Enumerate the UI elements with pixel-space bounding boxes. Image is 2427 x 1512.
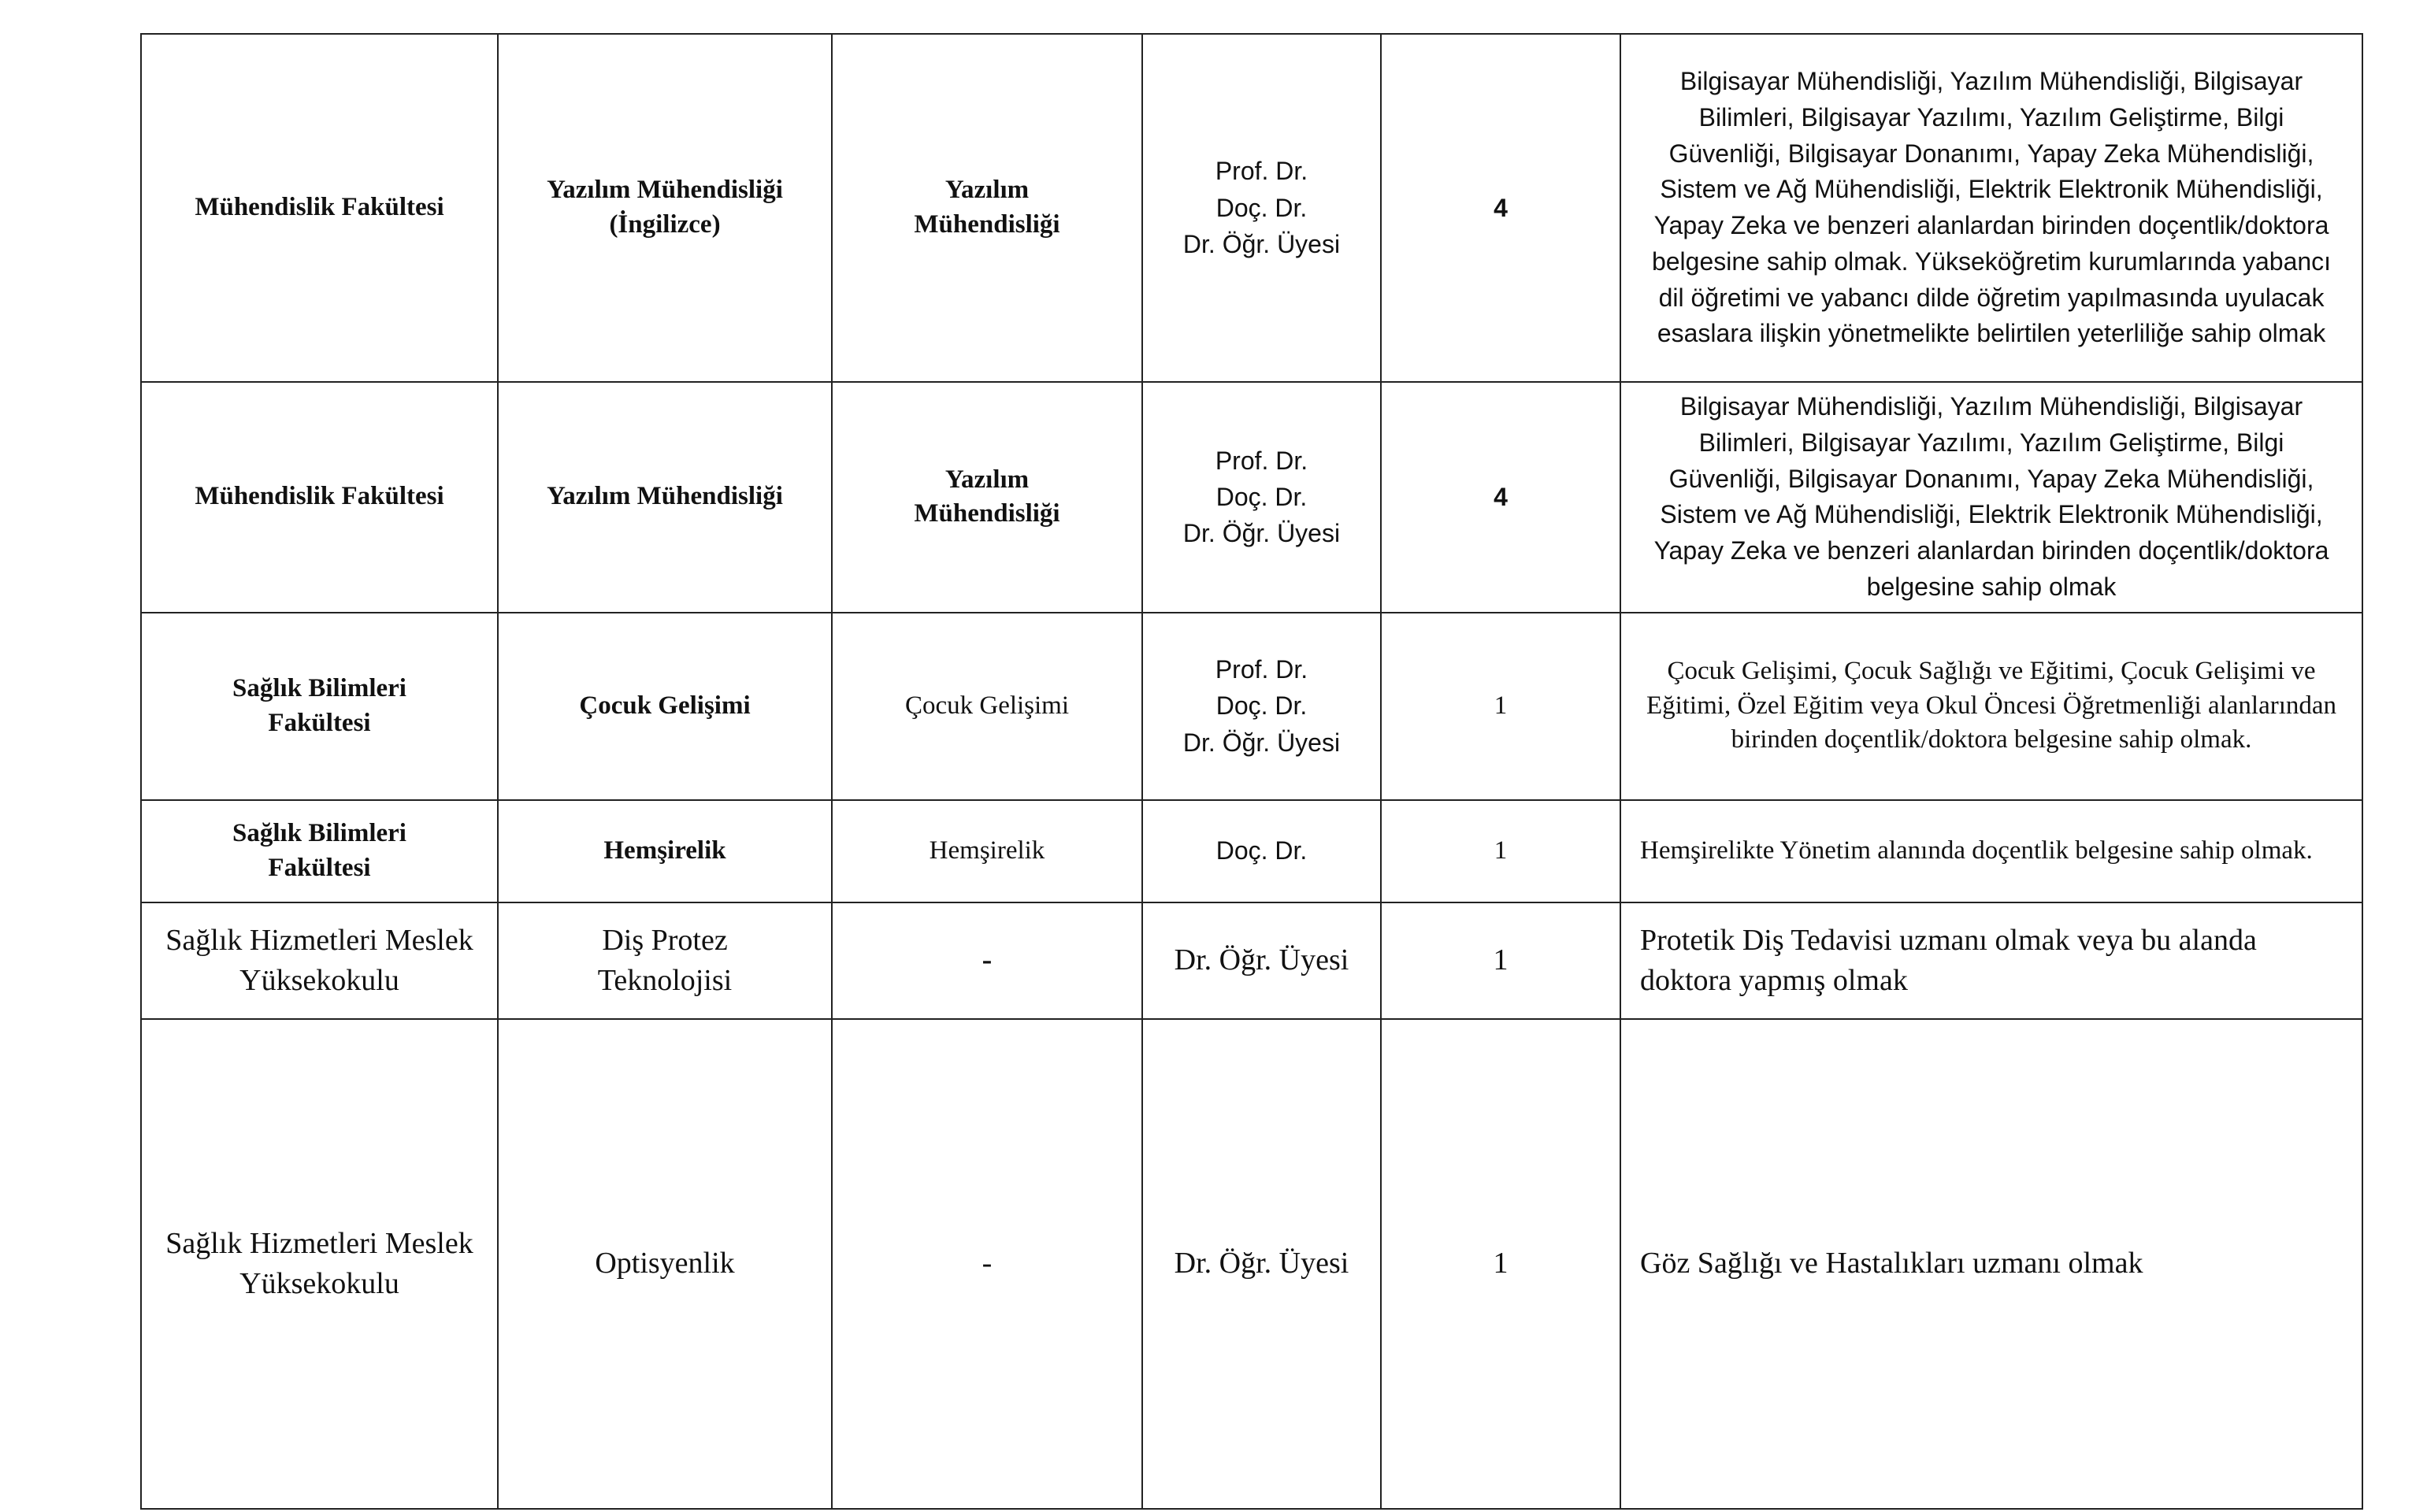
count-cell bbox=[1381, 800, 1620, 902]
faculty-label: Mühendislik Fakültesi bbox=[195, 193, 444, 222]
program-label: Yazılım Mühendisliği bbox=[914, 465, 1060, 528]
count-value: 4 bbox=[1494, 193, 1508, 222]
department-label: Hemşirelik bbox=[603, 836, 726, 865]
department-label: Çocuk Gelişimi bbox=[579, 691, 751, 720]
department-label: Diş Protez Teknolojisi bbox=[597, 924, 733, 997]
count-cell bbox=[1381, 382, 1620, 613]
faculty-cell bbox=[141, 382, 498, 613]
title-label: Doç. Dr. bbox=[1215, 691, 1308, 721]
faculty-label: Sağlık Bilimleri Fakültesi bbox=[232, 818, 406, 882]
table-row bbox=[141, 613, 2362, 800]
title-label: Prof. Dr. bbox=[1215, 446, 1308, 475]
title-label: Dr. Öğr. Üyesi bbox=[1182, 519, 1341, 548]
count-cell bbox=[1381, 613, 1620, 800]
department-cell bbox=[498, 613, 832, 800]
requirements-cell bbox=[1620, 613, 2362, 800]
department-cell bbox=[498, 800, 832, 902]
count-cell bbox=[1381, 902, 1620, 1019]
titles-cell bbox=[1142, 800, 1381, 902]
department-label: Optisyenlik bbox=[595, 1247, 735, 1280]
title-label: Doç. Dr. bbox=[1215, 483, 1308, 512]
faculty-cell bbox=[141, 34, 498, 382]
requirements-text: Bilgisayar Mühendisliği, Yazılım Mühendisliği, Bilgisayar Bilimleri, Bilgisayar Yazılımı, Yazılım Geliştirme, Bilgi Güvenliği, Bilgisayar Donanımı, Yapay Zeka Mühendisliği, Sistem ve Ağ Mühendisliği, Elektrik Elektronik Mühendisliği, Yapay Zeka ve benzeri alanlardan birinden doçentlik/doktora belgesine sahip olmak bbox=[1653, 392, 2329, 601]
title-label: Dr. Öğr. Üyesi bbox=[1174, 1247, 1349, 1280]
table-row bbox=[141, 382, 2362, 613]
requirements-text: Göz Sağlığı ve Hastalıkları uzmanı olmak bbox=[1640, 1247, 2143, 1280]
program-cell bbox=[832, 800, 1142, 902]
table-row bbox=[141, 1019, 2362, 1509]
faculty-cell bbox=[141, 1019, 498, 1509]
count-cell bbox=[1381, 34, 1620, 382]
faculty-label: Mühendislik Fakültesi bbox=[195, 482, 444, 511]
program-cell bbox=[832, 902, 1142, 1019]
department-label: Yazılım Mühendisliği bbox=[547, 482, 783, 511]
requirements-text: Çocuk Gelişimi, Çocuk Sağlığı ve Eğitimi, Çocuk Gelişimi ve Eğitimi, Özel Eğitim veya Okul Öncesi Öğretmenliği alanlarından birinden doçentlik/doktora belgesine sahip olmak. bbox=[1646, 657, 2337, 754]
requirements-cell bbox=[1620, 34, 2362, 382]
department-cell bbox=[498, 1019, 832, 1509]
requirements-text: Bilgisayar Mühendisliği, Yazılım Mühendisliği, Bilgisayar Bilimleri, Bilgisayar Yazılımı, Yazılım Geliştirme, Bilgi Güvenliği, Bilgisayar Donanımı, Yapay Zeka Mühendisliği, Sistem ve Ağ Mühendisliği, Elektrik Elektronik Mühendisliği, Yapay Zeka ve benzeri alanlardan birinden doçentlik/doktora belgesine sahip olmak. Yükseköğretim kurumlarında yabancı dil öğretimi ve yabancı dilde öğretim yapılmasında uyulacak esaslara ilişkin yönetmelikte belirtilen yeterliliğe sahip olmak bbox=[1651, 67, 2332, 348]
count-value: 1 bbox=[1494, 836, 1508, 865]
faculty-cell bbox=[141, 613, 498, 800]
department-cell bbox=[498, 382, 832, 613]
title-label: Doç. Dr. bbox=[1215, 193, 1308, 222]
requirements-cell bbox=[1620, 902, 2362, 1019]
title-label: Dr. Öğr. Üyesi bbox=[1182, 728, 1341, 757]
count-value: 1 bbox=[1493, 943, 1509, 977]
titles-cell bbox=[1142, 613, 1381, 800]
title-label: Dr. Öğr. Üyesi bbox=[1182, 230, 1341, 259]
titles-cell bbox=[1142, 34, 1381, 382]
faculty-label: Sağlık Bilimleri Fakültesi bbox=[232, 673, 406, 737]
requirements-text: Hemşirelikte Yönetim alanında doçentlik belgesine sahip olmak. bbox=[1640, 836, 2313, 865]
positions-table bbox=[140, 33, 2363, 1510]
count-cell bbox=[1381, 1019, 1620, 1509]
requirements-cell bbox=[1620, 1019, 2362, 1509]
requirements-cell bbox=[1620, 382, 2362, 613]
program-cell bbox=[832, 382, 1142, 613]
title-label: Prof. Dr. bbox=[1215, 157, 1308, 186]
department-cell bbox=[498, 34, 832, 382]
program-label: - bbox=[982, 943, 993, 977]
department-cell bbox=[498, 902, 832, 1019]
faculty-cell bbox=[141, 902, 498, 1019]
faculty-cell bbox=[141, 800, 498, 902]
title-label: Doç. Dr. bbox=[1215, 836, 1308, 865]
program-label: Yazılım Mühendisliği bbox=[914, 176, 1060, 239]
table-row bbox=[141, 34, 2362, 382]
program-cell bbox=[832, 613, 1142, 800]
faculty-label: Sağlık Hizmetleri Meslek Yüksekokulu bbox=[165, 1227, 473, 1300]
program-label: - bbox=[982, 1247, 993, 1280]
titles-cell bbox=[1142, 902, 1381, 1019]
titles-cell bbox=[1142, 1019, 1381, 1509]
requirements-text: Protetik Diş Tedavisi uzmanı olmak veya bu alanda doktora yapmış olmak bbox=[1640, 924, 2257, 997]
title-label: Dr. Öğr. Üyesi bbox=[1174, 943, 1349, 977]
count-value: 1 bbox=[1494, 691, 1508, 720]
table-row bbox=[141, 902, 2362, 1019]
title-label: Prof. Dr. bbox=[1215, 654, 1308, 684]
requirements-cell bbox=[1620, 800, 2362, 902]
program-cell bbox=[832, 34, 1142, 382]
count-value: 4 bbox=[1494, 483, 1508, 512]
program-cell bbox=[832, 1019, 1142, 1509]
count-value: 1 bbox=[1493, 1247, 1509, 1280]
program-label: Çocuk Gelişimi bbox=[904, 691, 1070, 720]
faculty-label: Sağlık Hizmetleri Meslek Yüksekokulu bbox=[165, 924, 473, 997]
program-label: Hemşirelik bbox=[929, 836, 1045, 865]
department-label: Yazılım Mühendisliği (İngilizce) bbox=[547, 176, 783, 239]
titles-cell bbox=[1142, 382, 1381, 613]
table-row bbox=[141, 800, 2362, 902]
